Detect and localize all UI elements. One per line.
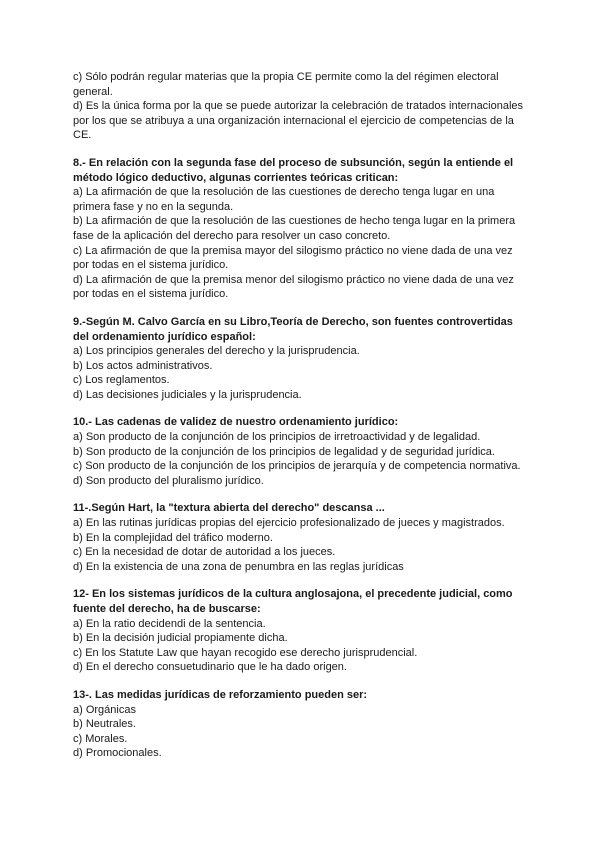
answer-option-c: c) Morales. [73,732,128,745]
question-title-line: 8.- En relación con la segunda fase del proceso de subsunción, según la entiende el [73,156,514,169]
answer-option-c: c) Son producto de la conjunción de los principios de jerarquía y de competencia normativa. [73,460,521,473]
question-title [73,156,528,185]
question-8 [73,156,528,302]
intro-line: CE. [73,129,92,142]
question-title-line: 9.-Según M. Calvo García en su Libro,Teoría de Derecho, son fuentes controvertidas [73,315,513,328]
question-title [73,501,528,516]
question-title [73,688,528,703]
answer-option-d: d) La afirmación de que la premisa menor del silogismo práctico no viene dada de una vez [73,273,514,286]
question-title-line: del ordenamiento jurídico español: [73,330,256,343]
answer-option-c: c) En los Statute Law que hayan recogido ese derecho jurisprudencial. [73,646,418,659]
answer-option-b: b) La afirmación de que la resolución de las cuestiones de hecho tenga lugar en la primera [73,215,516,228]
answer-option-a: a) En las rutinas jurídicas propias del ejercicio profesionalizado de jueces y magistrados. [73,517,505,530]
answer-option-a-cont: primera fase y no en la segunda. [73,200,234,213]
answer-option-d: d) Promocionales. [73,747,162,760]
question-title-line: fuente del derecho, ha de buscarse: [73,603,261,615]
answer-option-c-cont: por todas en el sistema jurídico. [73,259,229,272]
answer-option-c: c) La afirmación de que la premisa mayor del silogismo práctico no viene dada de una vez [73,244,513,257]
answer-option-d: d) Las decisiones judiciales y la jurisprudencia. [73,388,302,401]
answer-option-a: a) La afirmación de que la resolución de las cuestiones de derecho tenga lugar en una [73,186,495,199]
question-11 [73,501,528,574]
question-title-line: 10.- Las cadenas de validez de nuestro ordenamiento jurídico: [73,416,399,429]
question-title [73,587,528,616]
question-13 [73,688,528,761]
answer-option-a: a) Son producto de la conjunción de los principios de irretroactividad y de legalidad. [73,431,481,444]
answer-option-b: b) En la complejidad del tráfico moderno. [73,531,273,544]
question-title-line: 13-. Las medidas jurídicas de reforzamiento pueden ser: [73,688,368,701]
answer-option-d: d) En el derecho consuetudinario que le ha dado origen. [73,661,347,674]
intro-options [73,70,528,143]
answer-option-b-cont: fase de la aplicación del derecho para resolver un caso concreto. [73,229,391,242]
question-12 [73,587,528,675]
question-10 [73,415,528,488]
answer-option-d: d) En la existencia de una zona de penumbra en las reglas jurídicas [73,560,404,573]
answer-option-c: c) En la necesidad de dotar de autoridad a los jueces. [73,546,336,559]
intro-line: d) Es la única forma por la que se puede autorizar la celebración de tratados internacionales [73,100,524,113]
intro-line: c) Sólo podrán regular materias que la propia CE permite como la del régimen electoral [73,71,499,83]
question-title-line: método lógico deductivo, algunas corrientes teóricas critican: [73,171,399,184]
answer-option-b: b) Neutrales. [73,718,136,731]
document-page [73,70,528,761]
answer-option-a: a) Los principios generales del derecho y la jurisprudencia. [73,345,360,358]
answer-option-a: a) Orgánicas [73,703,136,716]
question-9 [73,315,528,403]
answer-option-d-cont: por todas en el sistema jurídico. [73,288,229,301]
answer-option-c: c) Los reglamentos. [73,374,170,387]
intro-line: general. [73,85,113,98]
answer-option-d: d) Son producto del pluralismo jurídico. [73,474,264,487]
question-title-line: 12- En los sistemas jurídicos de la cultura anglosajona, el precedente judicial, como [73,588,513,601]
answer-option-a: a) En la ratio decidendi de la sentencia. [73,617,266,630]
answer-option-b: b) En la decisión judicial propiamente dicha. [73,632,288,645]
answer-option-b: b) Son producto de la conjunción de los principios de legalidad y de seguridad jurídica. [73,445,495,458]
answer-option-b: b) Los actos administrativos. [73,359,213,372]
question-title [73,315,528,344]
question-title-line: 11-.Según Hart, la "textura abierta del derecho" descansa ... [73,502,385,515]
question-title [73,415,528,430]
intro-line: por los que se atribuya a una organización internacional el ejercicio de competencias de la [73,114,514,127]
